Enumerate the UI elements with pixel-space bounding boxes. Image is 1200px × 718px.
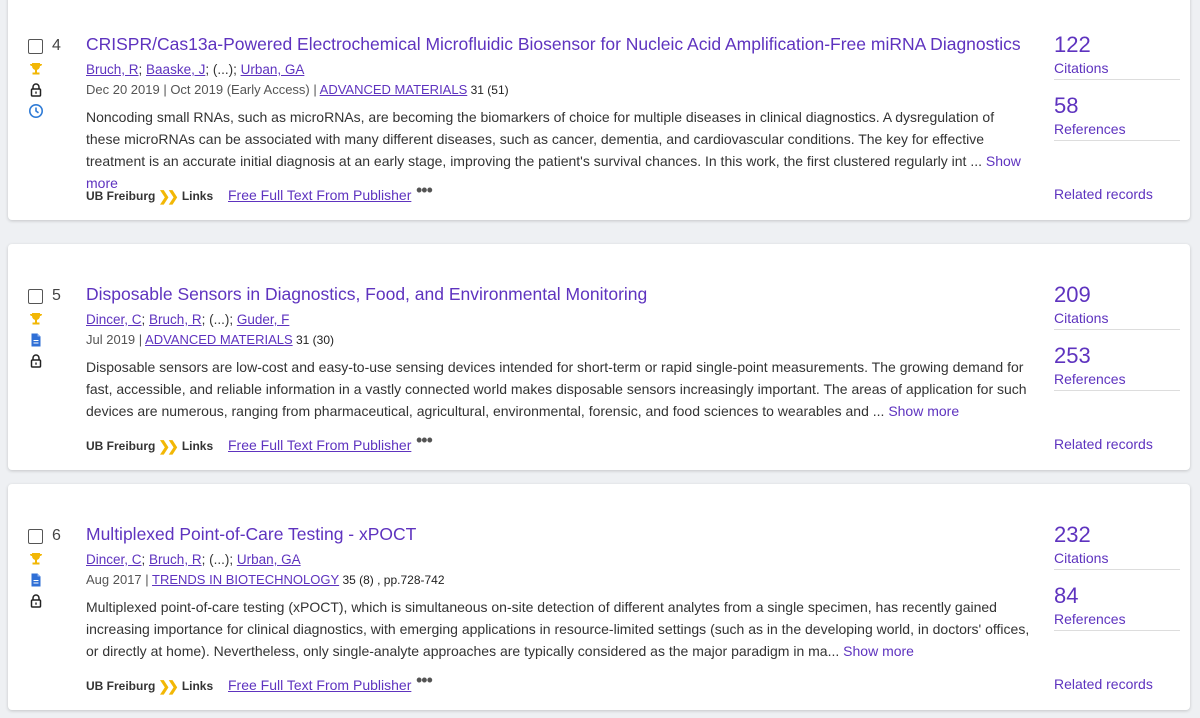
record-card-4 — [8, 0, 1190, 220]
references-count[interactable]: 58 — [1054, 93, 1079, 118]
links-label: Links — [181, 679, 214, 693]
abstract-ellipsis: ... — [970, 153, 982, 169]
publication-info — [86, 332, 334, 347]
record-number: 6 — [52, 527, 61, 544]
references-count[interactable]: 84 — [1054, 583, 1079, 608]
record-checkbox[interactable] — [28, 529, 43, 544]
metric-divider — [1054, 569, 1180, 570]
trophy-icon — [28, 311, 44, 327]
more-options-icon[interactable]: ••• — [416, 430, 432, 450]
references-label[interactable]: References — [1054, 121, 1126, 137]
free-full-text-link[interactable]: Free Full Text From Publisher — [228, 677, 412, 693]
abstract-text: Noncoding small RNAs, such as microRNAs, are becoming the biomarkers of choice for multiple diseases in clinical diagnostics. A dysregulation of these microRNAs can be associated with many different diseases, such as cancer, dementia, and cardiovascular conditions. The key for effective treatment is an accurate initial diagnosis at an early stage, improving the patient's survival chances. In this work, the first clustered regularly int — [86, 109, 995, 169]
journal-volume: 31 (30) — [292, 333, 335, 347]
chevrons-icon: ❯❯ — [158, 437, 176, 454]
citations-count[interactable]: 209 — [1054, 282, 1091, 307]
show-more-link[interactable]: Show more — [888, 403, 960, 419]
abstract-text: Disposable sensors are low-cost and easy-to-use sensing devices intended for short-term or rapid single-point measurements. The growing demand for fast, accessible, and reliable information in a vastly connected world makes disposable sensors increasingly important. The areas of application for such devices are numerous, ranging from pharmaceutical, agricultural, environmental, forensic, and food sciences to wearables and — [86, 359, 1027, 419]
related-records-link[interactable]: Related records — [1054, 186, 1153, 202]
author-link[interactable]: Bruch, R — [86, 62, 139, 77]
record-title[interactable]: Disposable Sensors in Diagnostics, Food, and Environmental Monitoring — [86, 284, 648, 304]
ub-freiburg-links-button[interactable] — [86, 435, 216, 457]
free-full-text-link[interactable]: Free Full Text From Publisher — [228, 187, 412, 203]
show-more-link[interactable]: Show more — [86, 153, 1021, 191]
more-options-icon[interactable]: ••• — [416, 180, 432, 200]
ub-freiburg-label: UB Freiburg — [86, 189, 156, 203]
author-separator: ; (...); — [201, 552, 237, 567]
references-label[interactable]: References — [1054, 611, 1126, 627]
record-number: 4 — [52, 37, 61, 54]
journal-link[interactable]: TRENDS IN BIOTECHNOLOGY — [152, 572, 340, 587]
links-label: Links — [181, 189, 214, 203]
record-card-5 — [8, 244, 1190, 470]
record-checkbox[interactable] — [28, 39, 43, 54]
citations-label[interactable]: Citations — [1054, 550, 1109, 566]
ub-freiburg-label: UB Freiburg — [86, 679, 156, 693]
record-number: 5 — [52, 287, 61, 304]
free-full-text-link[interactable]: Free Full Text From Publisher — [228, 437, 412, 453]
author-separator: ; (...); — [201, 312, 237, 327]
record-title[interactable]: CRISPR/Cas13a-Powered Electrochemical Microfluidic Biosensor for Nucleic Acid Amplification-Free miRNA Diagnostics — [86, 34, 1021, 54]
journal-volume: 31 (51) — [467, 83, 509, 97]
publication-date: Aug 2017 | — [86, 572, 153, 587]
trophy-icon — [28, 61, 44, 77]
metric-divider — [1054, 140, 1180, 141]
journal-link[interactable]: ADVANCED MATERIALS — [145, 332, 293, 347]
document-icon[interactable] — [28, 332, 44, 348]
chevrons-icon: ❯❯ — [158, 187, 176, 204]
record-abstract — [86, 106, 1031, 194]
author-link[interactable]: Bruch, R — [149, 312, 202, 327]
author-link[interactable]: Urban, GA — [240, 62, 305, 77]
publication-date: Dec 20 2019 | Oct 2019 (Early Access) | — [86, 82, 320, 97]
citations-count[interactable]: 232 — [1054, 522, 1091, 547]
document-icon[interactable] — [28, 572, 44, 588]
record-title[interactable]: Multiplexed Point-of-Care Testing - xPOCT — [86, 524, 417, 544]
citations-label[interactable]: Citations — [1054, 60, 1109, 76]
author-link[interactable]: Dincer, C — [86, 552, 142, 567]
publication-date: Jul 2019 | — [86, 332, 146, 347]
record-abstract — [86, 356, 1031, 422]
metric-divider — [1054, 630, 1180, 631]
references-label[interactable]: References — [1054, 371, 1126, 387]
ub-freiburg-links-button[interactable] — [86, 185, 216, 207]
references-count[interactable]: 253 — [1054, 343, 1091, 368]
record-authors: Bruch, R; Baaske, J; (...); Urban, GA — [86, 62, 305, 77]
journal-link[interactable]: ADVANCED MATERIALS — [319, 82, 468, 97]
citations-count[interactable]: 122 — [1054, 32, 1091, 57]
citations-label[interactable]: Citations — [1054, 310, 1109, 326]
record-card-6 — [8, 484, 1190, 710]
record-authors: Dincer, C; Bruch, R; (...); Urban, GA — [86, 552, 301, 567]
abstract-ellipsis: ... — [827, 643, 840, 659]
author-link[interactable]: Baaske, J — [146, 62, 206, 77]
metric-divider — [1054, 329, 1180, 330]
chevrons-icon: ❯❯ — [158, 677, 176, 694]
record-abstract — [86, 596, 1031, 662]
journal-volume: 35 (8) , pp.728-742 — [339, 573, 445, 587]
metric-divider — [1054, 390, 1180, 391]
trophy-icon — [28, 551, 44, 567]
links-label: Links — [181, 439, 214, 453]
related-records-link[interactable]: Related records — [1054, 436, 1153, 452]
metric-divider — [1054, 79, 1180, 80]
author-link[interactable]: Urban, GA — [236, 552, 301, 567]
lock-open-icon[interactable] — [28, 82, 44, 98]
clock-icon[interactable] — [28, 103, 44, 119]
more-options-icon[interactable]: ••• — [416, 670, 432, 690]
show-more-link[interactable]: Show more — [843, 643, 914, 659]
abstract-ellipsis: ... — [872, 403, 885, 419]
author-separator: ; (...); — [205, 62, 241, 77]
ub-freiburg-label: UB Freiburg — [86, 439, 156, 453]
record-checkbox[interactable] — [28, 289, 43, 304]
publication-info — [86, 572, 445, 587]
author-link[interactable]: Dincer, C — [86, 312, 142, 327]
related-records-link[interactable]: Related records — [1054, 676, 1153, 692]
ub-freiburg-links-button[interactable] — [86, 675, 216, 697]
author-link[interactable]: Bruch, R — [149, 552, 202, 567]
publication-info — [86, 82, 509, 97]
record-authors: Dincer, C; Bruch, R; (...); Guder, F — [86, 312, 290, 327]
lock-open-icon[interactable] — [28, 353, 44, 369]
abstract-text: Multiplexed point-of-care testing (xPOCT), which is simultaneous on-site detection of different analytes from a single specimen, has recently gained increasing importance for clinical diagnostics, with emerging applications in resource-limited settings (such as in the developing world, in doctors' offices, or directly at home). Nevertheless, only single-analyte approaches are typically considered as the major paradigm in ma — [86, 599, 1030, 659]
author-link[interactable]: Guder, F — [236, 312, 290, 327]
lock-open-icon[interactable] — [28, 593, 44, 609]
